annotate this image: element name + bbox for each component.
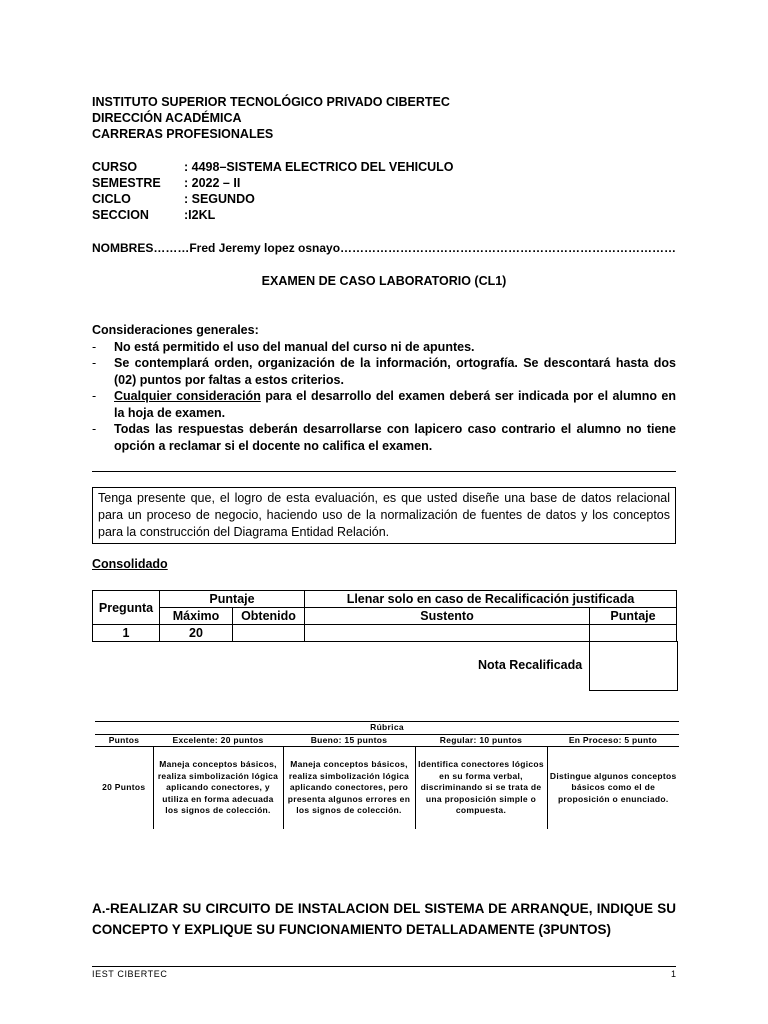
- rubric-header-regular: Regular: 10 puntos: [415, 734, 547, 747]
- considerations-title: Consideraciones generales:: [92, 323, 259, 337]
- page-number: 1: [670, 969, 676, 979]
- consolidated-table: [92, 590, 677, 642]
- consolidated-title: Consolidado: [92, 557, 168, 571]
- consideration-item: - No está permitido el uso del manual del curso ni de apuntes.: [92, 339, 676, 356]
- semester-label: SEMESTRE: [92, 176, 161, 190]
- divider-line: [92, 471, 676, 472]
- rubric-regular-cell: Identifica conectores lógicos en su forma verbal, discriminando si se trata de una proposición simple o compuesta.: [415, 747, 547, 829]
- consideration-item: - Se contemplará orden, organización de la información, ortografía. Se descontará hasta dos (02) puntos por faltas a estos criterios.: [92, 355, 676, 388]
- exam-title: EXAMEN DE CASO LABORATORIO (CL1): [261, 274, 507, 288]
- question-cell: 1: [93, 625, 160, 642]
- course-row: [92, 159, 454, 175]
- footer-divider: [92, 966, 676, 967]
- col-recalc-header: Llenar solo en caso de Recalificación justificada: [305, 591, 677, 608]
- obtained-score-cell: [233, 625, 305, 642]
- rubric-title: Rúbrica: [95, 722, 679, 735]
- rubric-good-cell: Maneja conceptos básicos, realiza simbolización lógica aplicando conectores, pero presenta algunos errores en los signos de colección.: [283, 747, 415, 829]
- col-obtained-header: Obtenido: [233, 608, 305, 625]
- general-considerations: [92, 322, 676, 454]
- evaluation-note-box: Tenga presente que, el logro de esta evaluación, es que usted diseñe una base de datos relacional para un proceso de negocio, haciendo uso de la normalización de fuentes de datos y los conceptos para la construcción del Diagrama Entidad Relación.: [92, 487, 676, 544]
- col-score-header: Puntaje: [160, 591, 305, 608]
- cycle-value: : SEGUNDO: [184, 192, 255, 206]
- rubric-header-excellent: Excelente: 20 puntos: [153, 734, 283, 747]
- recalc-points-cell: [590, 625, 677, 642]
- max-score-cell: 20: [160, 625, 233, 642]
- col-support-header: Sustento: [305, 608, 590, 625]
- rubric-excellent-cell: Maneja conceptos básicos, realiza simbolización lógica aplicando conectores, y utiliza en forma adecuada los signos de colección.: [153, 747, 283, 829]
- footer-institution: IEST CIBERTEC: [92, 969, 168, 979]
- academic-direction: DIRECCIÓN ACADÉMICA: [92, 111, 242, 125]
- rubric-table: [95, 721, 679, 829]
- semester-row: [92, 175, 240, 191]
- section-row: [92, 207, 215, 223]
- col-max-header: Máximo: [160, 608, 233, 625]
- institution-name: INSTITUTO SUPERIOR TECNOLÓGICO PRIVADO CIBERTEC: [92, 95, 450, 109]
- recalculated-grade-label: Nota Recalificada: [478, 658, 583, 672]
- rubric-header-points: Puntos: [95, 734, 153, 747]
- section-value: :I2KL: [184, 208, 216, 222]
- col-question-header: Pregunta: [93, 591, 160, 625]
- section-label: SECCION: [92, 208, 149, 222]
- careers-label: CARRERAS PROFESIONALES: [92, 127, 274, 141]
- rubric-header-in-process: En Proceso: 5 punto: [547, 734, 679, 747]
- rubric-points-cell: 20 Puntos: [102, 782, 146, 792]
- consideration-item: - Todas las respuestas deberán desarrollarse con lapicero caso contrario el alumno no tiene opción a reclamar si el docente no califica el examen.: [92, 421, 676, 454]
- question-a-heading: A.-REALIZAR SU CIRCUITO DE INSTALACION DEL SISTEMA DE ARRANQUE, INDIQUE SU CONCEPTO Y EXPLIQUE SU FUNCIONAMIENTO DETALLADAMENTE (3PUNTOS): [92, 901, 676, 937]
- course-value: : 4498–SISTEMA ELECTRICO DEL VEHICULO: [184, 160, 454, 174]
- semester-value: : 2022 – II: [184, 176, 241, 190]
- course-label: CURSO: [92, 160, 138, 174]
- consideration-item: - Cualquier consideración para el desarrollo del examen deberá ser indicada por el alumno en la hoja de examen.: [92, 388, 676, 421]
- col-points-header: Puntaje: [590, 608, 677, 625]
- rubric-in-process-cell: Distingue algunos conceptos básicos como el de proposición o enunciado.: [547, 747, 679, 829]
- student-names-line: NOMBRES………Fred Jeremy lopez osnayo…………………………………………………………………………: [92, 241, 677, 255]
- support-cell: [305, 625, 590, 642]
- recalculated-grade-box: [589, 641, 678, 691]
- rubric-header-good: Bueno: 15 puntos: [283, 734, 415, 747]
- cycle-row: [92, 191, 255, 207]
- cycle-label: CICLO: [92, 192, 131, 206]
- table-row: [93, 625, 677, 642]
